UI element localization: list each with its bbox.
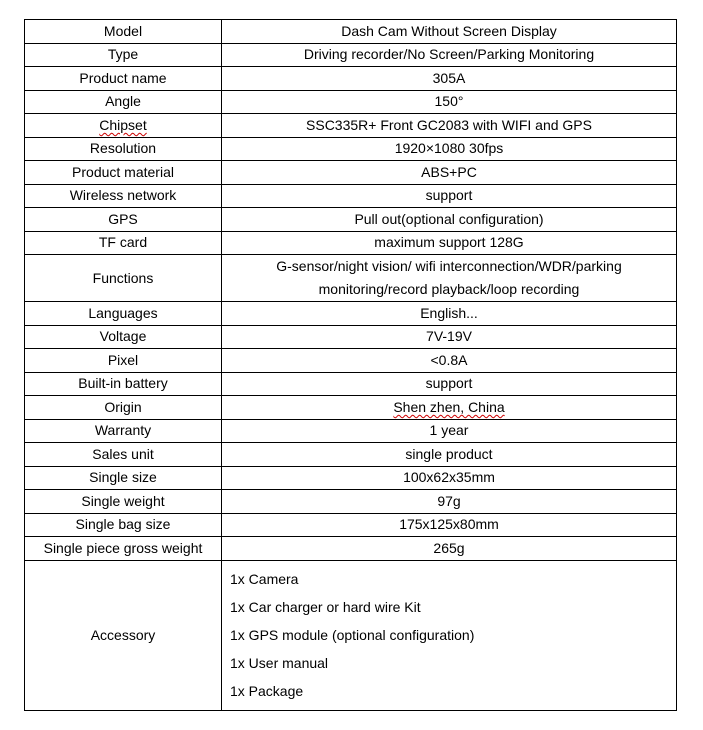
row-label: Type	[25, 43, 222, 67]
origin-value: Shen zhen, China	[393, 398, 505, 415]
accessory-label: Accessory	[25, 560, 222, 710]
row-value: 1 year	[222, 419, 677, 443]
row-label: Voltage	[25, 325, 222, 349]
table-row	[25, 90, 677, 114]
accessory-item: 1x Package	[230, 683, 304, 700]
row-value: SSC335R+ Front GC2083 with WIFI and GPS	[222, 114, 677, 138]
row-value: Pull out(optional configuration)	[222, 208, 677, 232]
accessory-item: 1x User manual	[230, 655, 329, 672]
row-value: 7V-19V	[222, 325, 677, 349]
row-value: 97g	[222, 490, 677, 514]
row-value: 1920×1080 30fps	[222, 137, 677, 161]
row-value: single product	[222, 443, 677, 467]
accessory-item: 1x GPS module (optional configuration)	[230, 626, 475, 643]
row-value: support	[222, 184, 677, 208]
spec-table	[24, 19, 677, 711]
table-row	[25, 396, 677, 420]
row-value: 100x62x35mm	[222, 466, 677, 490]
accessory-item: 1x Car charger or hard wire Kit	[230, 598, 421, 615]
row-label: Single weight	[25, 490, 222, 514]
row-value: 305A	[222, 67, 677, 91]
accessory-list	[222, 560, 677, 710]
row-label: GPS	[25, 208, 222, 232]
chipset-label: Chipset	[99, 116, 147, 133]
row-label: Model	[25, 20, 222, 44]
row-label: Built-in battery	[25, 372, 222, 396]
accessory-item: 1x Camera	[230, 570, 299, 587]
row-value: English...	[222, 302, 677, 326]
table-row	[25, 137, 677, 161]
table-row	[25, 349, 677, 373]
row-label: Functions	[25, 255, 222, 302]
row-label: Sales unit	[25, 443, 222, 467]
row-value: ABS+PC	[222, 161, 677, 185]
table-row	[25, 513, 677, 537]
table-row	[25, 20, 677, 44]
row-value: Dash Cam Without Screen Display	[222, 20, 677, 44]
table-row	[25, 302, 677, 326]
row-label: Angle	[25, 90, 222, 114]
row-label: Pixel	[25, 349, 222, 373]
row-label: Single piece gross weight	[25, 537, 222, 561]
row-value: Driving recorder/No Screen/Parking Monitoring	[222, 43, 677, 67]
table-row	[25, 537, 677, 561]
table-row	[25, 43, 677, 67]
row-label: Warranty	[25, 419, 222, 443]
row-value	[222, 396, 677, 420]
row-label: Wireless network	[25, 184, 222, 208]
row-label: Single size	[25, 466, 222, 490]
row-label: Origin	[25, 396, 222, 420]
row-value: support	[222, 372, 677, 396]
accessory-row	[25, 560, 677, 710]
row-value: 175x125x80mm	[222, 513, 677, 537]
table-row	[25, 161, 677, 185]
table-row	[25, 114, 677, 138]
table-row	[25, 67, 677, 91]
row-label	[25, 114, 222, 138]
row-value: maximum support 128G	[222, 231, 677, 255]
row-value: <0.8A	[222, 349, 677, 373]
row-label: Product name	[25, 67, 222, 91]
table-row	[25, 466, 677, 490]
table-row	[25, 443, 677, 467]
row-label: Single bag size	[25, 513, 222, 537]
table-row	[25, 325, 677, 349]
table-row	[25, 255, 677, 302]
row-label: Languages	[25, 302, 222, 326]
row-label: Product material	[25, 161, 222, 185]
table-row	[25, 490, 677, 514]
row-value: G-sensor/night vision/ wifi interconnection/WDR/parking monitoring/record playback/loop recording	[222, 255, 677, 302]
row-label: Resolution	[25, 137, 222, 161]
row-value: 150°	[222, 90, 677, 114]
row-label: TF card	[25, 231, 222, 255]
table-row	[25, 184, 677, 208]
table-row	[25, 372, 677, 396]
table-row	[25, 419, 677, 443]
table-row	[25, 208, 677, 232]
row-value: 265g	[222, 537, 677, 561]
table-row	[25, 231, 677, 255]
